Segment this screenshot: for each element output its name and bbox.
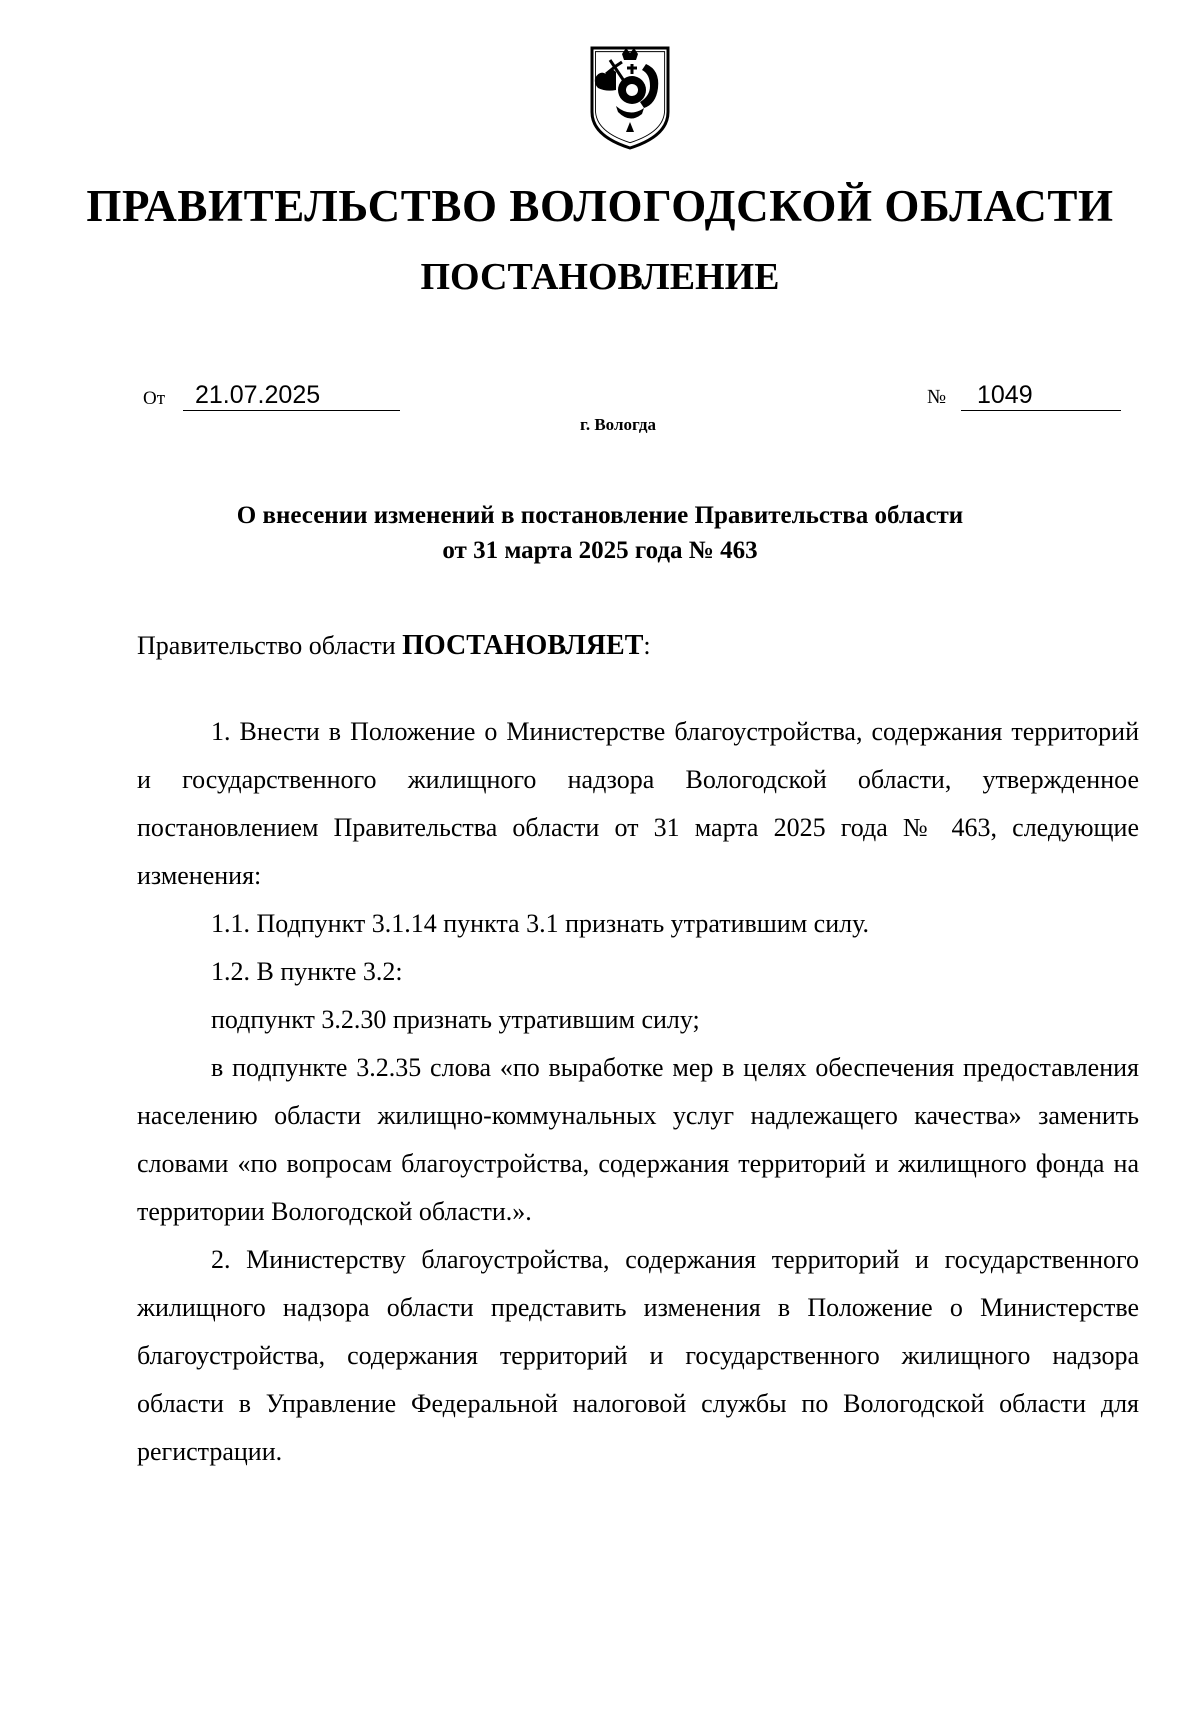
paragraph-1-1: 1.1. Подпункт 3.1.14 пункта 3.1 признать утратившим силу. [211,909,869,938]
document-city: г. Вологда [580,415,656,434]
preamble [137,628,651,664]
number-prefix: № [927,386,947,408]
decree-word: ПОСТАНОВЛЯЕТ [402,630,644,661]
document-body [137,708,1139,1476]
subject-line-2: от 31 марта 2025 года № 463 [442,537,758,564]
paragraph-2: 2. Министерству благоустройства, содержания территорий и государственного жилищного надзора области представить изменения в Положение о Министерстве благоустройства, содержания территорий и государственного жилищного надзора области в Управление Федеральной налоговой службы по Вологодской области для регистрации. [137,1245,1139,1466]
paragraph-1-2: 1.2. В пункте 3.2: [211,957,403,986]
paragraph-1-2-b: в подпункте 3.2.35 слова «по выработке мер в целях обеспечения предоставления населению области жилищно-коммунальных услуг надлежащего качества» заменить словами «по вопросам благоустройства, содержания территорий и жилищного фонда на территории Вологодской области.». [137,1053,1139,1226]
document-date: 21.07.2025 [183,380,400,411]
paragraph-1-2-a: подпункт 3.2.30 признать утратившим силу; [211,1005,700,1034]
vologda-coat-of-arms-icon [586,44,674,152]
preamble-text: Правительство области [137,631,403,660]
date-prefix: От [143,388,166,409]
document-subject [0,498,1200,568]
document-number-field [927,380,1127,414]
subject-line-1: О внесении изменений в постановление Правительства области [236,502,964,529]
document-date-field [143,380,403,414]
government-title: ПРАВИТЕЛЬСТВО ВОЛОГОДСКОЙ ОБЛАСТИ [86,181,1114,231]
document-number: 1049 [961,380,1121,411]
preamble-colon: : [643,631,651,660]
document-type: ПОСТАНОВЛЕНИЕ [420,256,780,298]
paragraph-1: 1. Внести в Положение о Министерстве благоустройства, содержания территорий и государственного жилищного надзора Вологодской области, утвержденное постановлением Правительства области от 31 марта 2025 года № 463, следующие изменения: [137,717,1139,890]
